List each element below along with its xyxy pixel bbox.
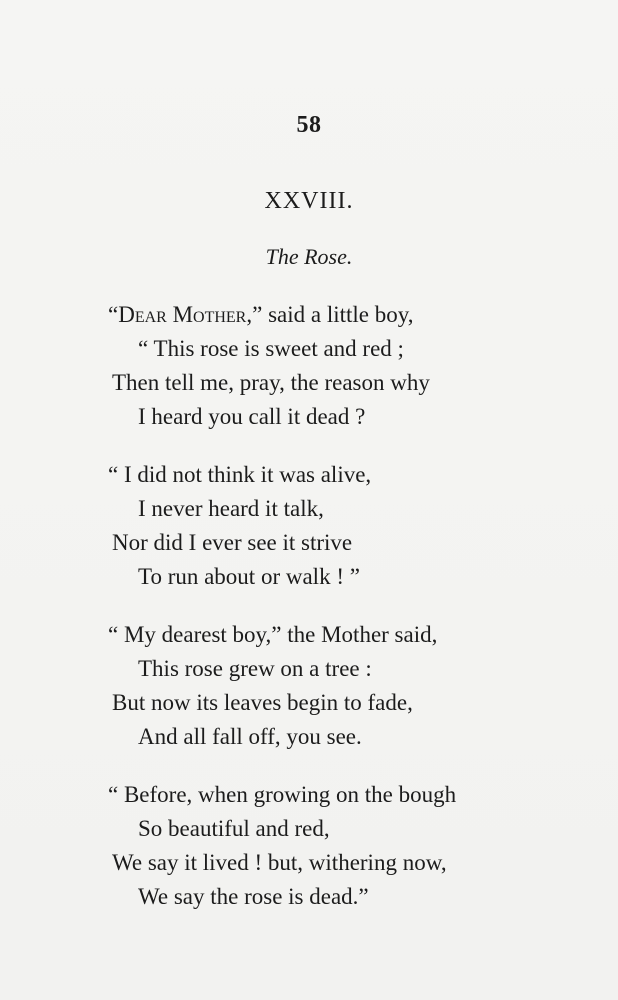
chapter-heading: XXVIII.: [264, 188, 354, 214]
poem-line: Then tell me, pray, the reason why: [112, 370, 430, 395]
poem-title: The Rose.: [265, 244, 353, 269]
poem-line: [108, 298, 552, 332]
poem-line: “ I did not think it was alive,: [108, 462, 372, 487]
poem-line: Nor did I ever see it strive: [112, 530, 353, 555]
small-caps-phrase: Dear Mother,: [118, 302, 253, 327]
stanza-2: [108, 458, 552, 594]
poem-line: “ This rose is sweet and red ;: [138, 336, 404, 361]
poem-line: I heard you call it dead ?: [138, 404, 366, 429]
stanza-4: [108, 778, 552, 914]
poem-line: And all fall off, you see.: [138, 724, 362, 749]
stanza-3: [108, 618, 552, 754]
poem-line: To run about or walk ! ”: [138, 564, 360, 589]
poem-line: “ My dearest boy,” the Mother said,: [108, 622, 438, 647]
stanza-1: [108, 298, 552, 434]
poem-line: But now its leaves begin to fade,: [112, 690, 413, 715]
poem-line: I never heard it talk,: [138, 496, 324, 521]
poem-body: [108, 298, 552, 938]
poem-line: “ Before, when growing on the bough: [108, 782, 457, 807]
open-quote: “: [108, 302, 119, 327]
page-number: 58: [296, 112, 322, 138]
poem-line: So beautiful and red,: [138, 816, 330, 841]
poem-line: This rose grew on a tree :: [138, 656, 372, 681]
line-continuation: ” said a little boy,: [252, 302, 414, 327]
poem-line: We say it lived ! but, withering now,: [112, 850, 447, 875]
poem-line: We say the rose is dead.”: [138, 884, 369, 909]
